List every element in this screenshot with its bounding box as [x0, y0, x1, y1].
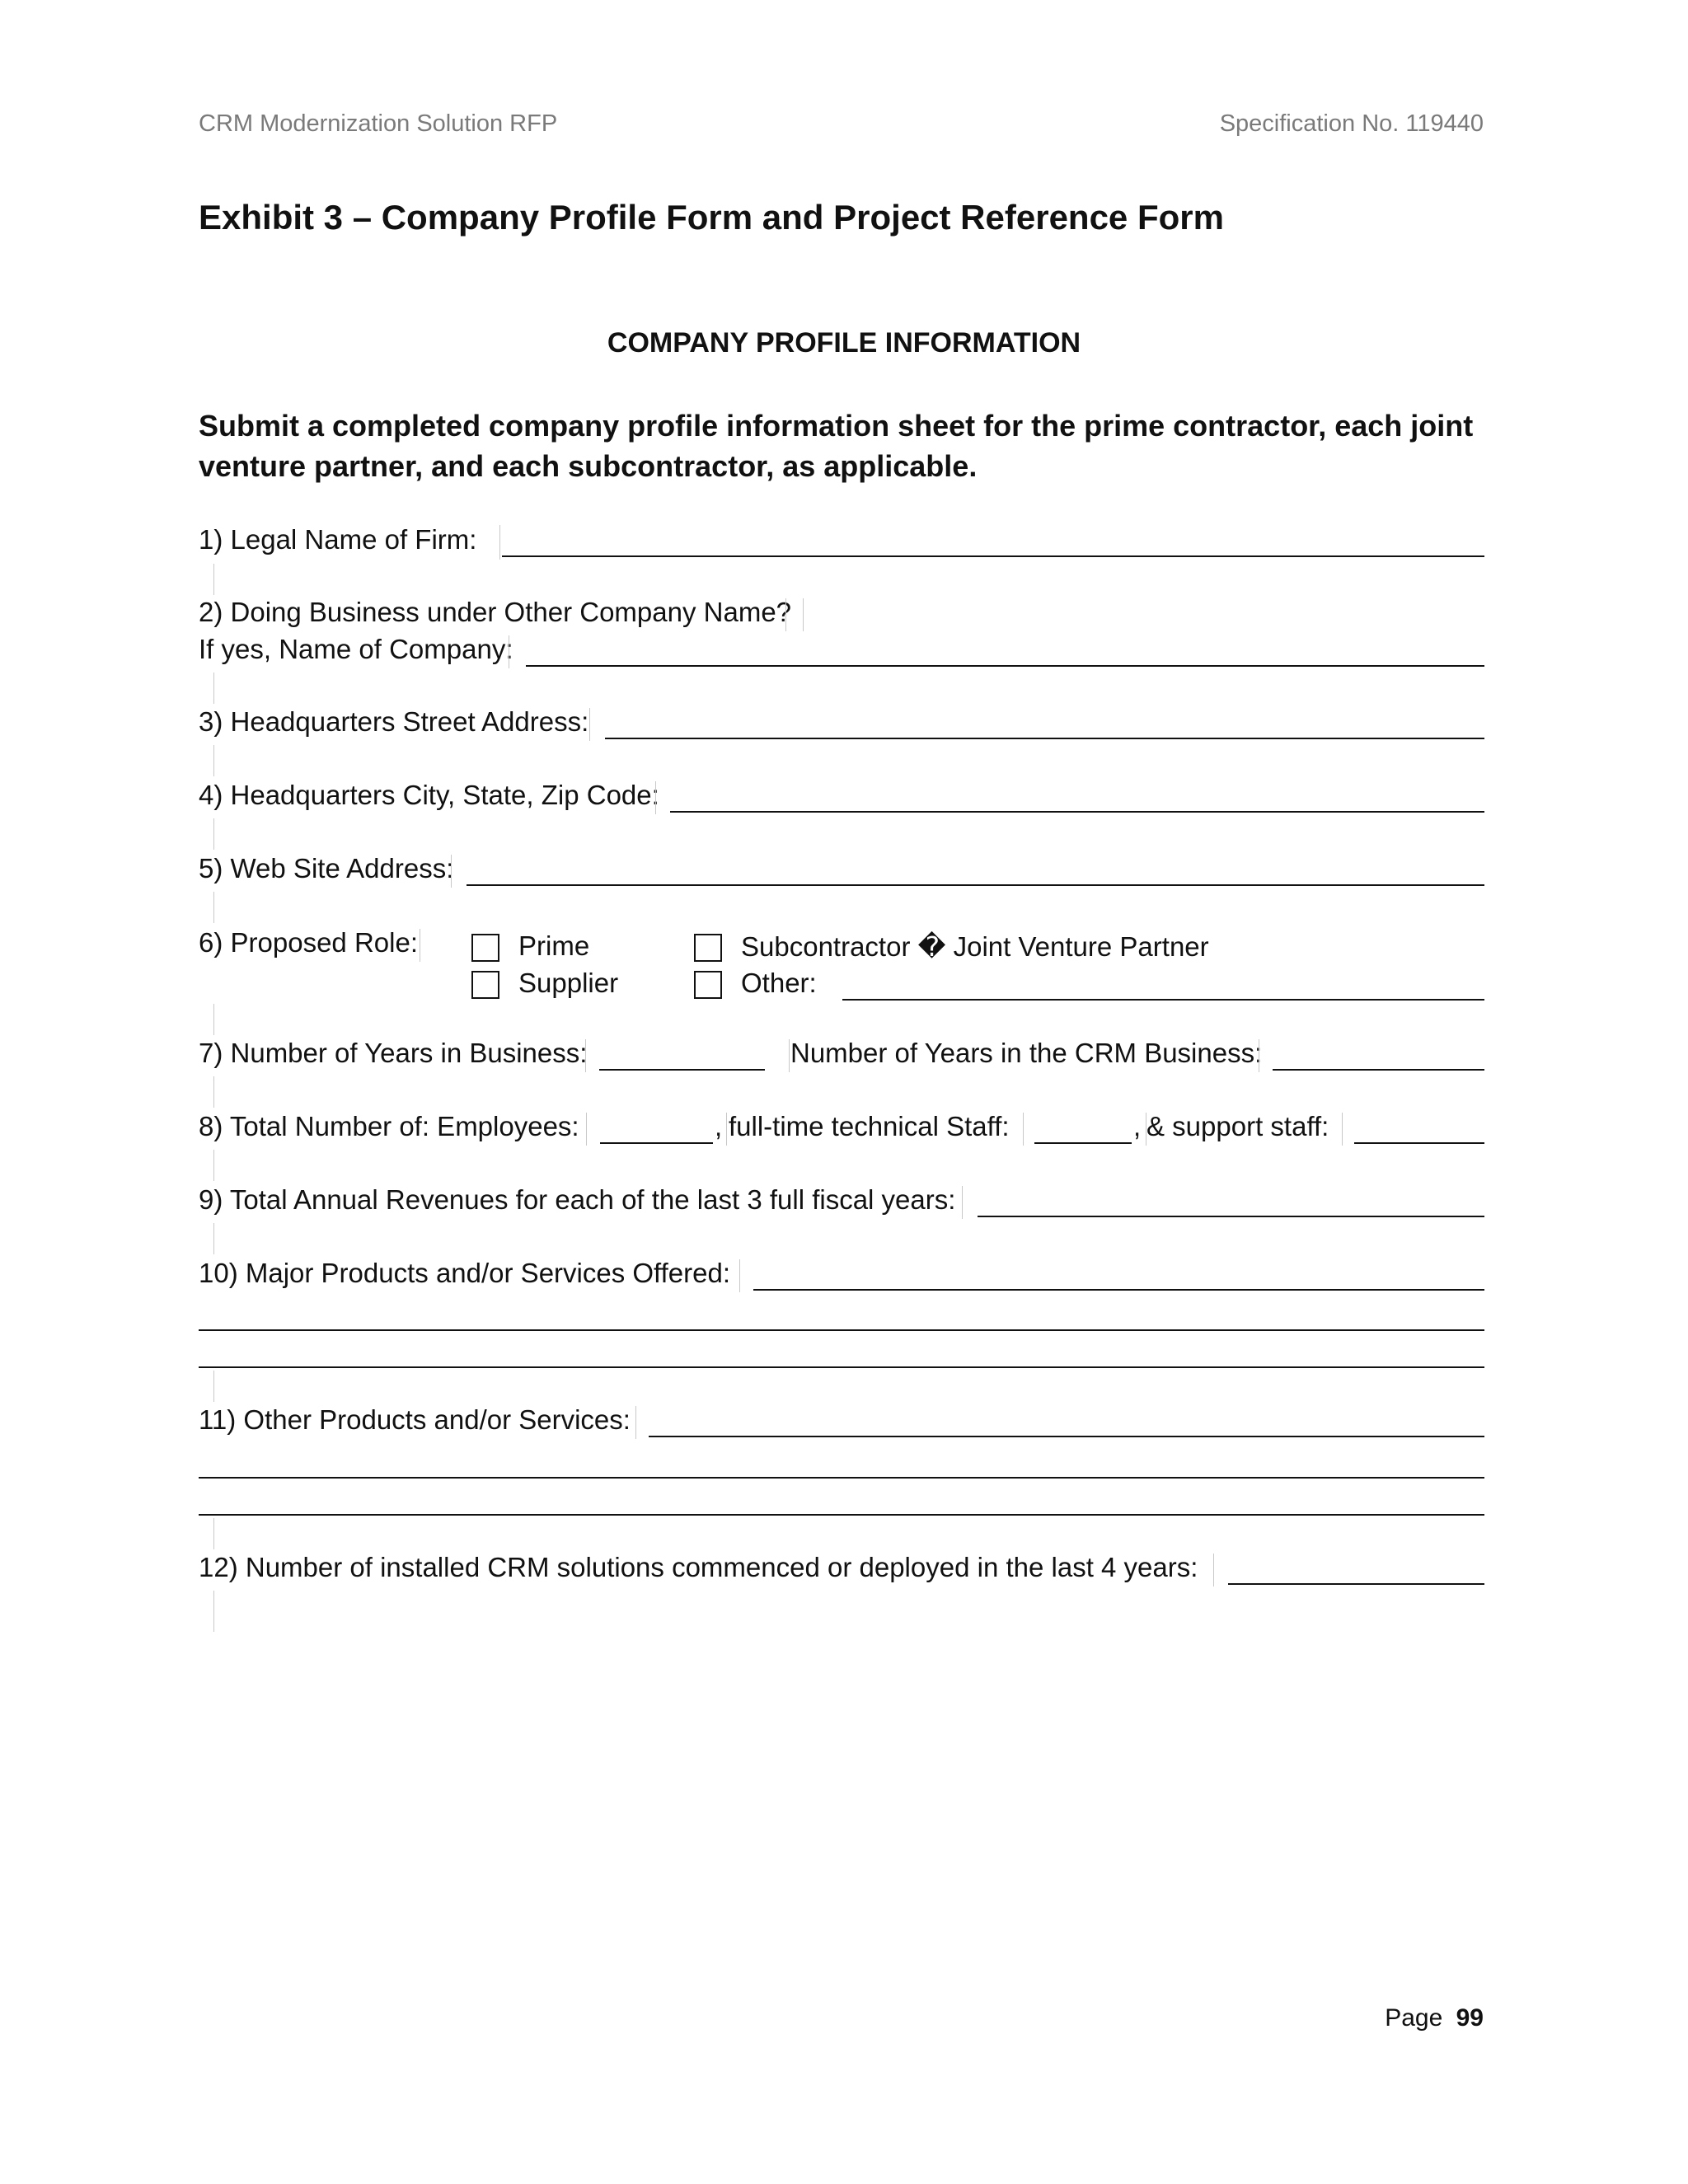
role-prime-label: Prime [518, 930, 590, 961]
field-label: 3) Headquarters Street Address: [199, 706, 589, 737]
role-supplier-checkbox[interactable] [471, 971, 499, 999]
years-in-business-input-line[interactable] [599, 1069, 765, 1071]
paragraph-marker [213, 1150, 214, 1181]
field-label: 5) Web Site Address: [199, 853, 454, 883]
field-marker [1023, 1113, 1024, 1146]
paragraph-marker [213, 564, 214, 595]
field-marker [589, 708, 590, 741]
paragraph-marker [213, 1223, 214, 1254]
field-marker [739, 1259, 740, 1292]
paragraph-marker [213, 673, 214, 704]
field-years-in-business [199, 1036, 1484, 1072]
section-title: COMPANY PROFILE INFORMATION [607, 327, 1081, 359]
separator-comma: , [1133, 1111, 1142, 1141]
field-legal-name [199, 523, 1484, 559]
role-other-label: Other: [741, 968, 817, 998]
installed-crm-input-line[interactable] [1228, 1583, 1484, 1585]
employees-input-line[interactable] [600, 1142, 713, 1144]
field-marker [655, 781, 656, 814]
exhibit-title: Exhibit 3 – Company Profile Form and Project Reference Form [199, 198, 1224, 237]
paragraph-marker [213, 1518, 214, 1549]
field-label: 6) Proposed Role: [199, 927, 418, 958]
field-marker [586, 1113, 587, 1146]
role-subcontractor-checkbox[interactable] [694, 934, 722, 962]
field-label: 7) Number of Years in Business: [199, 1038, 588, 1068]
support-staff-input-line[interactable] [1354, 1142, 1484, 1144]
page-label: Page [1385, 2004, 1443, 2032]
separator-comma: , [715, 1111, 723, 1141]
field-marker [635, 1406, 636, 1439]
major-products-input-line[interactable] [753, 1289, 1484, 1291]
major-products-line-2[interactable] [199, 1329, 1484, 1331]
legal-name-input-line[interactable] [502, 555, 1484, 557]
field-marker [789, 1039, 790, 1072]
hq-street-input-line[interactable] [605, 738, 1484, 739]
field-annual-revenues [199, 1183, 1484, 1219]
other-products-line-3[interactable] [199, 1514, 1484, 1516]
role-prime-checkbox[interactable] [471, 934, 499, 962]
field-label: 12) Number of installed CRM solutions commenced or deployed in the last 4 years: [199, 1552, 1198, 1582]
other-products-input-line[interactable] [649, 1436, 1484, 1437]
hq-city-input-line[interactable] [670, 811, 1484, 813]
field-marker [499, 525, 500, 560]
website-input-line[interactable] [467, 884, 1484, 886]
field-marker [451, 855, 452, 888]
role-other-input-line[interactable] [842, 999, 1484, 1001]
role-supplier-label: Supplier [518, 968, 619, 998]
running-header-title: CRM Modernization Solution RFP [199, 110, 558, 137]
field-major-products [199, 1256, 1484, 1292]
field-installed-crm-solutions [199, 1550, 1484, 1586]
field-label: 11) Other Products and/or Services: [199, 1404, 631, 1435]
paragraph-marker [213, 1004, 214, 1035]
paragraph-marker [213, 745, 214, 776]
field-other-company-name [199, 595, 1484, 631]
paragraph-marker [213, 1591, 214, 1632]
field-marker [585, 1039, 586, 1072]
field-label-support-staff: & support staff: [1146, 1111, 1329, 1141]
field-label: 10) Major Products and/or Services Offered: [199, 1258, 731, 1288]
running-header-spec-number: Specification No. 119440 [1219, 110, 1484, 137]
field-marker [803, 598, 804, 631]
years-crm-input-line[interactable] [1273, 1069, 1484, 1071]
page-number-value: 99 [1456, 2004, 1484, 2032]
field-hq-street [199, 705, 1484, 741]
role-subcontractor-label: Subcontractor � Joint Venture Partner [741, 931, 1209, 962]
field-hq-city-state-zip [199, 778, 1484, 814]
paragraph-marker [213, 1076, 214, 1108]
major-products-line-3[interactable] [199, 1366, 1484, 1368]
field-website [199, 851, 1484, 888]
field-marker [1342, 1113, 1343, 1146]
field-marker [1213, 1554, 1214, 1586]
field-label: 1) Legal Name of Firm: [199, 524, 477, 555]
field-label: 4) Headquarters City, State, Zip Code: [199, 780, 659, 810]
field-label-years-crm: Number of Years in the CRM Business: [790, 1038, 1263, 1068]
field-marker [726, 1113, 727, 1146]
paragraph-marker [213, 1371, 214, 1402]
field-total-employees [199, 1109, 1484, 1146]
other-products-line-2[interactable] [199, 1477, 1484, 1479]
field-marker [962, 1186, 963, 1219]
page-number [1385, 2004, 1484, 2032]
field-label: 8) Total Number of: Employees: [199, 1111, 579, 1141]
field-marker [785, 598, 786, 631]
field-dba-name [199, 632, 1484, 668]
paragraph-marker [213, 892, 214, 923]
annual-revenues-input-line[interactable] [978, 1216, 1484, 1217]
field-label: 2) Doing Business under Other Company Name? [199, 597, 792, 627]
field-other-products [199, 1403, 1484, 1439]
technical-staff-input-line[interactable] [1034, 1142, 1132, 1144]
field-label: 9) Total Annual Revenues for each of the last 3 full fiscal years: [199, 1184, 956, 1215]
field-label-technical-staff: full-time technical Staff: [729, 1111, 1010, 1141]
field-label: If yes, Name of Company: [199, 634, 513, 664]
role-other-checkbox[interactable] [694, 971, 722, 999]
instructions: Submit a completed company profile information sheet for the prime contractor, each joint venture partner, and each subcontractor, as applicable. [199, 409, 1474, 483]
paragraph-marker [213, 818, 214, 850]
dba-name-input-line[interactable] [526, 665, 1484, 667]
